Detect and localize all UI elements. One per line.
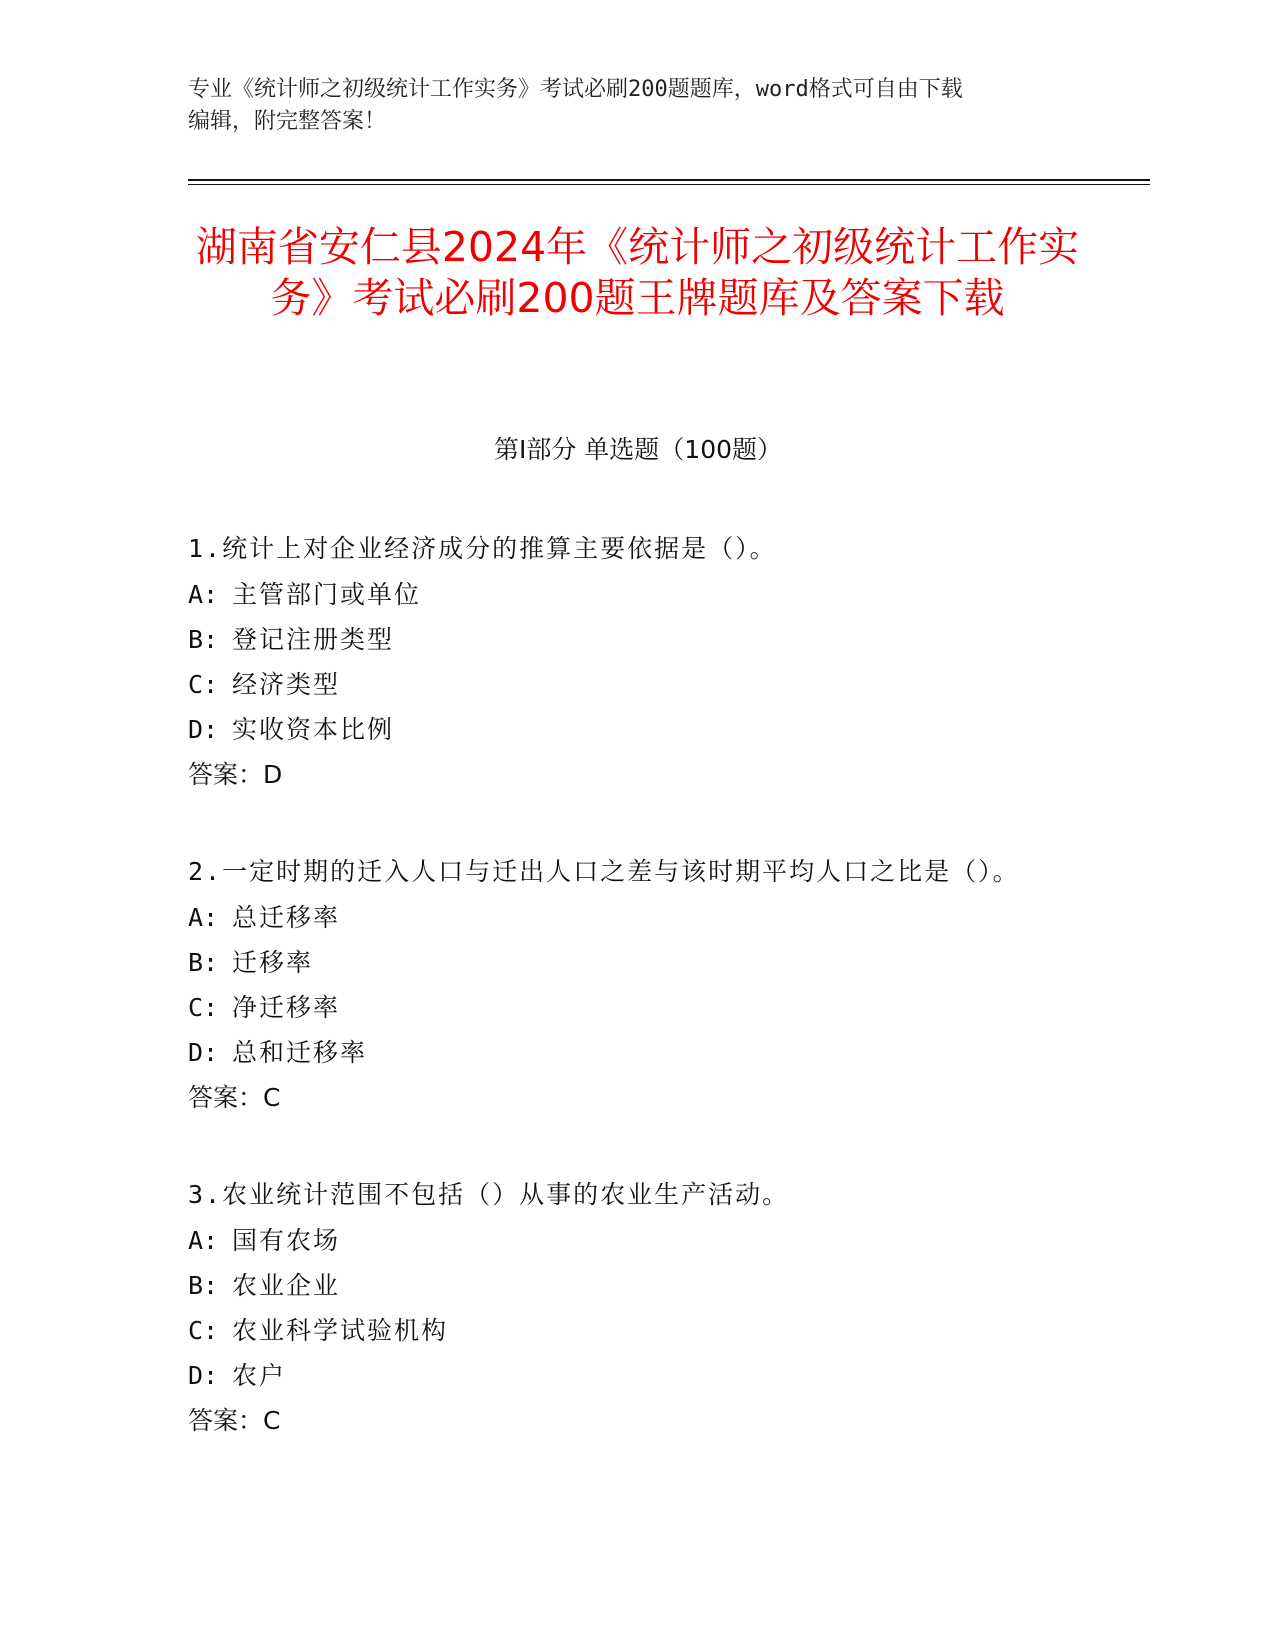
option-key: A: (188, 580, 219, 609)
option-key: A: (188, 903, 219, 932)
question-stem: 2.一定时期的迁入人口与迁出人口之差与该时期平均人口之比是（）。 (188, 857, 1020, 886)
option-text: 登记注册类型 (232, 625, 395, 654)
question-item (188, 526, 1068, 797)
question-option (188, 1308, 1068, 1353)
question-option (188, 1263, 1068, 1308)
question-option (188, 572, 1068, 617)
question-option (188, 1218, 1068, 1263)
question-option (188, 940, 1068, 985)
question-option (188, 1353, 1068, 1398)
header-rule-thick (188, 179, 1150, 181)
question-option (188, 617, 1068, 662)
question-list (188, 526, 1068, 1495)
option-key: D: (188, 1038, 219, 1067)
option-text: 国有农场 (232, 1226, 341, 1255)
option-text: 经济类型 (232, 670, 341, 699)
question-stem: 3.农业统计范围不包括（）从事的农业生产活动。 (188, 1180, 790, 1209)
option-text: 净迁移率 (232, 993, 341, 1022)
question-answer: 答案：C (188, 1083, 281, 1112)
header-note (188, 74, 1088, 138)
option-text: 农户 (232, 1361, 287, 1390)
section-heading: 第Ⅰ部分 单选题（100题） (493, 435, 783, 464)
question-answer: 答案：C (188, 1406, 281, 1435)
option-key: A: (188, 1226, 219, 1255)
option-text: 农业企业 (232, 1271, 341, 1300)
option-key: C: (188, 993, 219, 1022)
option-text: 总和迁移率 (232, 1038, 368, 1067)
question-option (188, 985, 1068, 1030)
option-key: D: (188, 715, 219, 744)
question-option (188, 1030, 1068, 1075)
question-option (188, 707, 1068, 752)
question-option (188, 662, 1068, 707)
question-stem: 1.统计上对企业经济成分的推算主要依据是（）。 (188, 534, 777, 563)
header-note-line-2: 编辑，附完整答案！ (188, 109, 387, 134)
option-text: 实收资本比例 (232, 715, 395, 744)
option-key: C: (188, 670, 219, 699)
header-rule-thin (188, 184, 1150, 185)
option-key: B: (188, 625, 219, 654)
question-answer: 答案：D (188, 760, 283, 789)
option-key: C: (188, 1316, 219, 1345)
option-text: 总迁移率 (232, 903, 341, 932)
question-option (188, 895, 1068, 940)
option-text: 主管部门或单位 (232, 580, 422, 609)
question-item (188, 849, 1068, 1120)
document-title: 湖南省安仁县2024年《统计师之初级统计工作实务》考试必刷200题王牌题库及答案下载 (195, 223, 1080, 322)
option-key: B: (188, 1271, 219, 1300)
question-item (188, 1172, 1068, 1443)
header-note-line-1: 专业《统计师之初级统计工作实务》考试必刷200题题库，word格式可自由下载 (188, 77, 963, 102)
option-key: B: (188, 948, 219, 977)
option-text: 迁移率 (232, 948, 314, 977)
option-key: D: (188, 1361, 219, 1390)
option-text: 农业科学试验机构 (232, 1316, 449, 1345)
